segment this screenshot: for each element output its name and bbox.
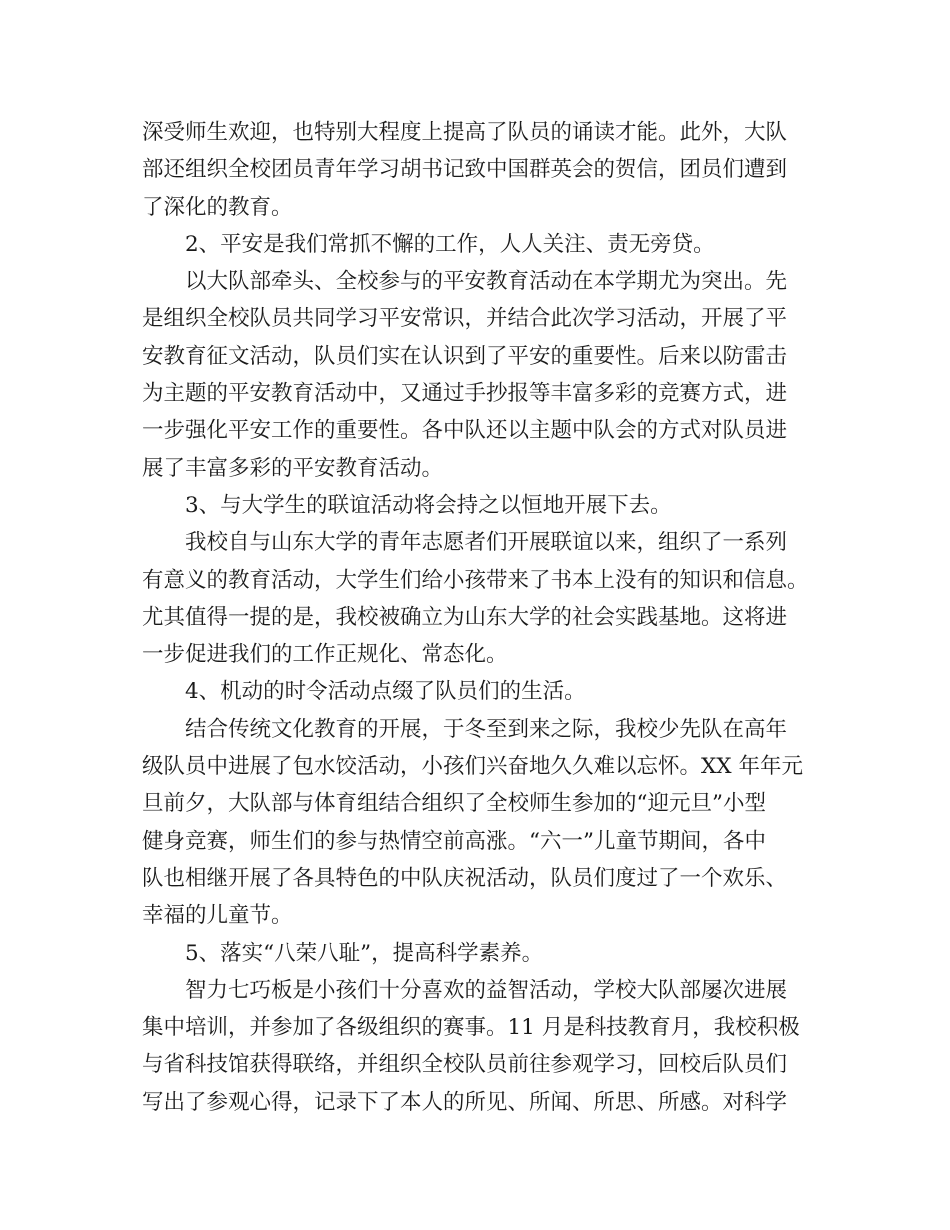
text-line: 4、机动的时令活动点缀了队员们的生活。: [185, 679, 586, 705]
text-line: 一步促进我们的工作正规化、常态化。: [142, 642, 508, 668]
text-line: 智力七巧板是小孩们十分喜欢的益智活动，学校大队部屡次进展: [185, 977, 788, 1003]
text-line: 3、与大学生的联谊活动将会持之以恒地开展下去。: [185, 492, 672, 518]
text-line: 是组织全校队员共同学习平安常识，并结合此次学习活动，开展了平: [142, 306, 788, 332]
text-line: 队也相继开展了各具特色的中队庆祝活动，队员们度过了一个欢乐、: [142, 865, 788, 891]
text-line: 部还组织全校团员青年学习胡书记致中国群英会的贺信，团员们遭到: [142, 157, 788, 183]
text-line: 深受师生欢迎，也特别大程度上提高了队员的诵读才能。此外，大队: [142, 120, 788, 145]
text-line: 旦前夕，大队部与体育组结合组织了全校师生参加的“迎元旦”小型: [142, 791, 766, 817]
text-line: 以大队部牵头、全校参与的平安教育活动在本学期尤为突出。先: [185, 269, 788, 295]
text-line: 级队员中进展了包水饺活动，小孩们兴奋地久久难以忘怀。XX 年年元: [142, 754, 803, 780]
text-line: 结合传统文化教育的开展，于冬至到来之际，我校少先队在高年: [185, 716, 788, 742]
text-line: 尤其值得一提的是，我校被确立为山东大学的社会实践基地。这将进: [142, 604, 788, 630]
text-line: 健身竞赛，师生们的参与热情空前高涨。“六一”儿童节期间，各中: [142, 828, 766, 854]
text-line: 了深化的教育。: [142, 194, 293, 220]
text-line: 我校自与山东大学的青年志愿者们开展联谊以来，组织了一系列: [185, 530, 788, 556]
text-line: 有意义的教育活动，大学生们给小孩带来了书本上没有的知识和信息。: [142, 567, 809, 593]
text-line: 一步强化平安工作的重要性。各中队还以主题中队会的方式对队员进: [142, 418, 788, 444]
text-line: 与省科技馆获得联络，并组织全校队员前往参观学习，回校后队员们: [142, 1052, 788, 1078]
text-line: 为主题的平安教育活动中，又通过手抄报等丰富多彩的竞赛方式，进: [142, 381, 788, 407]
text-line: 2、平安是我们常抓不懈的工作，人人关注、责无旁贷。: [185, 231, 715, 257]
text-line: 安教育征文活动，队员们实在认识到了平安的重要性。后来以防雷击: [142, 343, 788, 369]
text-line: 展了丰富多彩的平安教育活动。: [142, 455, 444, 481]
text-line: 集中培训，并参加了各级组织的赛事。11 月是科技教育月，我校积极: [142, 1015, 800, 1041]
document-body: [142, 114, 842, 1121]
text-line: 5、落实“八荣八耻”，提高科学素养。: [185, 940, 544, 966]
text-line: 幸福的儿童节。: [142, 903, 293, 929]
text-line: 写出了参观心得，记录下了本人的所见、所闻、所思、所感。对科学: [142, 1089, 788, 1115]
